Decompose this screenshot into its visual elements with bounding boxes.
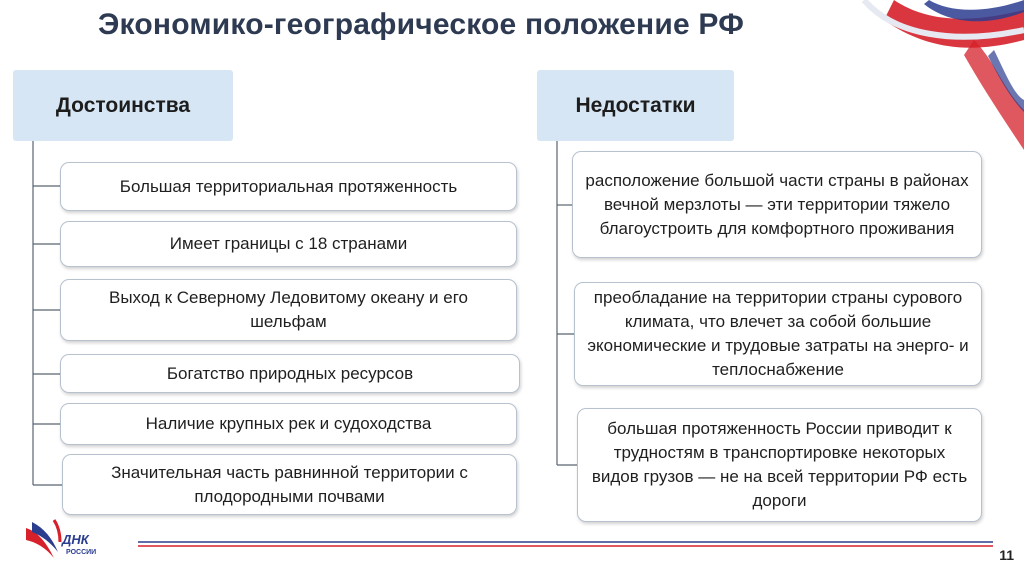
page-title: Экономико-географическое положение РФ: [98, 8, 745, 41]
page-number: 11: [999, 547, 1014, 563]
logo-text: ДНК: [62, 532, 89, 547]
disadvantage-item: большая протяженность России приводит к трудностям в транспортировке некоторых видов грузов — не на всей территории РФ есть дороги: [577, 408, 982, 522]
advantage-item: Наличие крупных рек и судоходства: [60, 403, 517, 445]
disadvantage-item: преобладание на территории страны сурового климата, что влечет за собой большие экономические и трудовые затраты на энерго- и теплоснабжение: [574, 282, 982, 386]
footer-divider: [138, 540, 993, 550]
advantages-header: Достоинства: [13, 70, 233, 141]
disadvantage-item: расположение большой части страны в районах вечной мерзлоты — эти территории тяжело благоустроить для комфортного проживания: [572, 151, 982, 258]
logo-subtext: РОССИИ: [66, 549, 97, 556]
advantage-item: Большая территориальная протяженность: [60, 162, 517, 211]
disadvantages-header: Недостатки: [537, 70, 734, 141]
advantage-item: Выход к Северному Ледовитому океану и его шельфам: [60, 279, 517, 341]
advantage-item: Значительная часть равнинной территории с плодородными почвами: [62, 454, 517, 515]
advantage-item: Богатство природных ресурсов: [60, 354, 520, 393]
advantage-item: Имеет границы с 18 странами: [60, 221, 517, 267]
